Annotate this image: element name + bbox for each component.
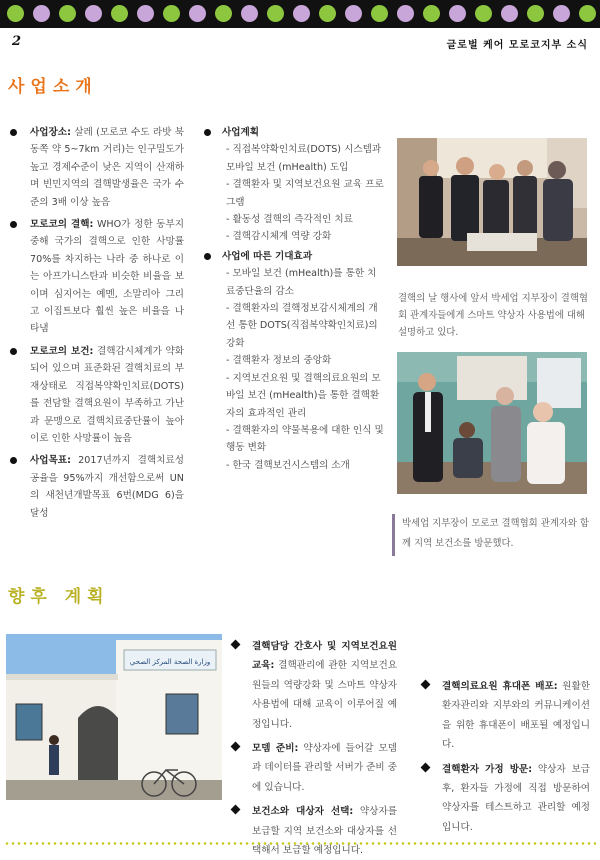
effect-lines <box>204 265 384 474</box>
business-effects: 사업에 따른 기대효과 <box>204 248 384 265</box>
bullet-icon <box>10 348 17 355</box>
border-dot <box>397 5 414 22</box>
border-dot <box>371 5 388 22</box>
plan-line: - 결핵환자 및 지역보건요원 교육 프로그램 <box>226 179 384 208</box>
photo2-caption: 박세업 지부장이 모로코 결핵협회 관계자와 함께 지역 보건소를 방문했다. <box>402 518 589 549</box>
effect-line: - 한국 결핵보건시스템의 소개 <box>226 459 350 471</box>
future-item-modem: 모뎀 준비: 약상자에 들어갈 모뎀과 데이터를 관리할 서버가 준비 중에 있습니다. <box>232 739 397 797</box>
diamond-bullet-icon <box>421 762 431 772</box>
effect-line: - 지역보건요원 및 결핵의료요원의 모바일 보건 (mHealth)을 통한 결핵환자의 효과적인 관리 <box>226 372 381 419</box>
plan-line: - 활동성 결핵의 즉각적인 치료 <box>226 214 353 226</box>
future-right-column <box>422 677 590 837</box>
future-item-home-visit: 결핵환자 가정 방문: 약상자 보급 후, 환자들 가정에 직접 방문하여 약상자를 테스트하고 관리할 예정입니다. <box>422 760 590 838</box>
future-item-training: 결핵담당 간호사 및 지역보건요원 교육: 결핵관리에 관한 지역보건요원들의 역량강화 및 스마트 약상자 사용법에 대해 교육이 이루어질 예정입니다. <box>232 637 397 734</box>
caption-accent-bar <box>392 514 395 556</box>
border-dot <box>111 5 128 22</box>
business-left-column <box>10 124 184 522</box>
business-item-goal: 사업목표: 2017년까지 결핵치료성공율을 95%까지 개선함으로써 UN의 새천년개발목표 6번(MDG 6)을 달성 <box>10 452 184 522</box>
diamond-bullet-icon <box>421 680 431 690</box>
future-left-column <box>232 637 397 860</box>
border-dot <box>475 5 492 22</box>
newsletter-title: 글로벌 케어 모로코지부 소식 <box>446 40 588 51</box>
plan-line: - 결핵감시체계 역량 강화 <box>226 231 332 243</box>
bullet-icon <box>204 253 211 260</box>
bullet-icon <box>10 129 17 136</box>
border-dot <box>59 5 76 22</box>
plan-lines <box>204 141 384 245</box>
business-item-tb: 모로코의 결핵: WHO가 정한 동부지중해 국가의 결핵으로 인한 사망률 70%를 차지하는 나라 중 하나로 이는 아프가니스탄과 비슷한 비율을 보이며 심지어는 예멘, 소말리아 그리고 이집트보다 훨씬 높은 비율을 나타냄 <box>10 216 184 338</box>
border-dot <box>215 5 232 22</box>
border-dot <box>163 5 180 22</box>
border-dot <box>189 5 206 22</box>
border-dot <box>449 5 466 22</box>
footer-dot-border <box>4 842 596 845</box>
border-dot <box>33 5 50 22</box>
effect-line: - 결핵환자의 약물복용에 대한 인식 및 행동 변화 <box>226 424 384 454</box>
business-plan: 사업계획 <box>204 124 384 141</box>
future-item-phones: 결핵의료요원 휴대폰 배포: 원활한 환자관리와 지부와의 커뮤니케이션을 위한 휴대폰이 배포될 예정입니다. <box>422 677 590 755</box>
diamond-bullet-icon <box>231 742 241 752</box>
border-dot <box>501 5 518 22</box>
border-dot <box>137 5 154 22</box>
border-dot <box>241 5 258 22</box>
business-item-location: 사업장소: 살레 (모로코 수도 라밧 북동쪽 약 5~7km 거리)는 인구밀도가 높고 경제수준이 낮은 지역이 산재하며 빈민지역의 결핵발생율은 국가 수준의 3배 이상 높음 <box>10 124 184 211</box>
section-title-future: 향후 계획 <box>8 587 110 607</box>
section-title-business: 사업소개 <box>8 77 98 97</box>
plan-line: - 직접복약확인치료(DOTS) 시스템과 모바일 보건 (mHealth) 도입 <box>226 144 382 173</box>
border-dot <box>553 5 570 22</box>
health-center-visit-photo <box>397 352 587 494</box>
bullet-icon <box>204 129 211 136</box>
future-item-selection: 보건소와 대상자 선택: 약상자를 보급할 지역 보건소와 대상자를 선택해서 보급할 예정입니다. <box>232 802 397 860</box>
border-dot <box>423 5 440 22</box>
border-dot <box>345 5 362 22</box>
border-dot <box>527 5 544 22</box>
business-middle-column <box>204 124 384 474</box>
effect-line: - 모바일 보건 (mHealth)를 통한 치료중단율의 감소 <box>226 268 377 297</box>
diamond-bullet-icon <box>231 640 241 650</box>
diamond-bullet-icon <box>231 805 241 815</box>
business-item-health: 모로코의 보건: 결핵감시체계가 약화되어 있으며 표준화된 결핵치료의 부재상태로 직접복약확인치료(DOTS)를 전담할 결핵요원이 부족하고 가난과 문맹으로 결핵치료중단률이 높아 이로 인한 사망률이 높음 <box>10 343 184 447</box>
border-dot <box>319 5 336 22</box>
bullet-icon <box>10 457 17 464</box>
photo1-caption: 결핵의 날 행사에 앞서 박세업 지부장이 결핵협회 관계자들에게 스마트 약상자 사용법에 대해 설명하고 있다. <box>398 293 588 338</box>
border-dot <box>7 5 24 22</box>
effect-line: - 결핵환자 정보의 중앙화 <box>226 355 332 367</box>
border-dot <box>293 5 310 22</box>
top-dot-border <box>0 0 600 28</box>
arabic-sign-text: وزارة الصحة المركز الصحي <box>129 658 211 666</box>
meeting-photo <box>397 138 587 266</box>
border-dot <box>85 5 102 22</box>
bullet-icon <box>10 221 17 228</box>
effect-line: - 결핵환자의 결핵정보감시체계의 개선 통한 DOTS(직접복약확인치료)의 강화 <box>226 303 378 349</box>
health-center-building-photo <box>6 634 222 800</box>
page-number: 2 <box>12 34 22 49</box>
border-dot <box>579 5 596 22</box>
border-dot <box>267 5 284 22</box>
